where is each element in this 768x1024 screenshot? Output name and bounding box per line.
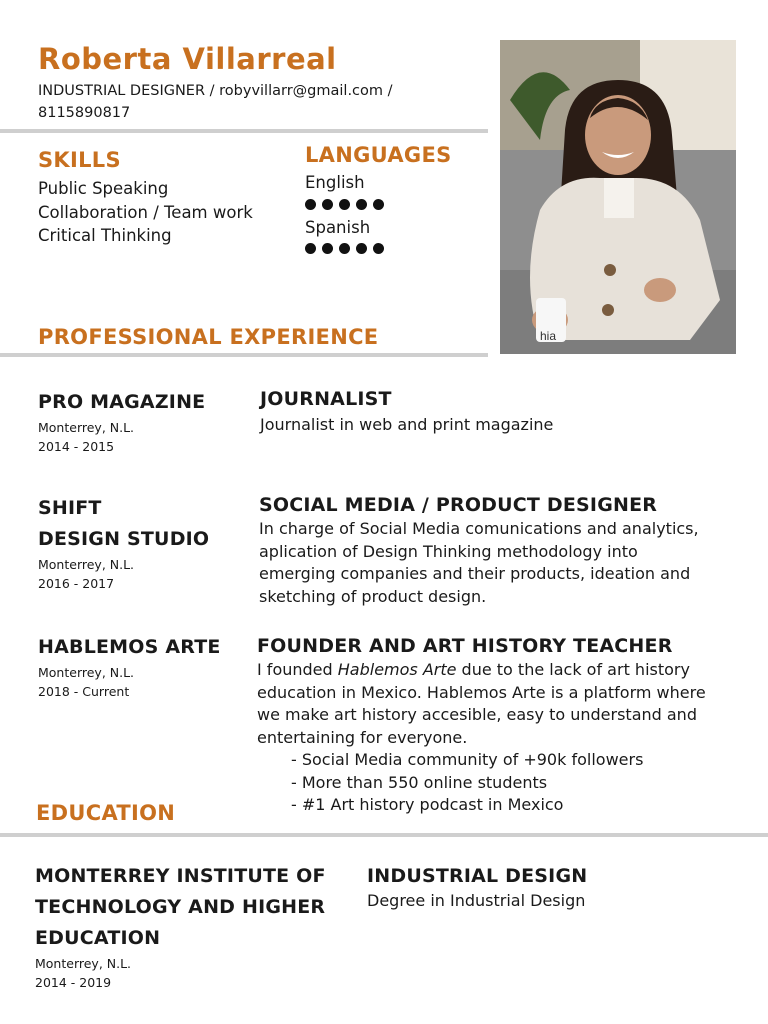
experience-entry-company [38, 387, 205, 456]
level-dot [339, 243, 350, 254]
company-location: Monterrey, N.L. [38, 665, 135, 680]
company-location: Monterrey, N.L. [38, 420, 135, 435]
degree-description: Degree in Industrial Design [367, 891, 586, 910]
description-line [257, 659, 762, 682]
skills-list [38, 177, 253, 248]
school-name-line: EDUCATION [35, 927, 161, 949]
job-description [259, 518, 759, 608]
level-dot [373, 199, 384, 210]
job-description: Journalist in web and print magazine [260, 415, 554, 434]
degree-title: INDUSTRIAL DESIGN [367, 865, 588, 887]
project-name: Hablemos Arte [337, 660, 457, 679]
achievement-item: - #1 Art history podcast in Mexico [291, 795, 564, 814]
skill-item: Critical Thinking [38, 226, 172, 245]
header-divider [0, 129, 488, 133]
achievements-list [257, 749, 762, 817]
description-line: sketching of product design. [259, 586, 487, 606]
achievement-item: - Social Media community of +90k followers [291, 750, 644, 769]
description-line: emerging companies and their products, ideation and [259, 564, 691, 583]
level-dot [322, 199, 333, 210]
experience-entry-role [259, 494, 759, 608]
portrait-illustration [500, 40, 736, 354]
experience-entry-company [38, 493, 209, 593]
job-title: SOCIAL MEDIA / PRODUCT DESIGNER [259, 494, 658, 516]
description-text: I founded [257, 660, 338, 679]
company-name: PRO MAGAZINE [38, 391, 206, 413]
contact-info [38, 80, 458, 124]
skill-item: Collaboration / Team work [38, 202, 253, 222]
skills-heading: SKILLS [38, 148, 121, 172]
job-title: JOURNALIST [260, 388, 392, 410]
description-text: due to the lack of art history [456, 660, 690, 679]
contact-line-1: INDUSTRIAL DESIGNER / robyvillarr@gmail.com / [38, 83, 393, 99]
company-name: HABLEMOS ARTE [38, 636, 221, 658]
job-description [257, 659, 762, 749]
mug-text: hia [540, 329, 557, 343]
description-line: In charge of Social Media comunications and analytics, [259, 519, 699, 538]
education-school [35, 861, 326, 992]
employment-dates: 2016 - 2017 [38, 576, 115, 591]
candidate-name: Roberta Villarreal [38, 42, 337, 76]
languages-list [305, 171, 384, 254]
description-line: entertaining for everyone. [257, 727, 468, 747]
job-title: FOUNDER AND ART HISTORY TEACHER [257, 635, 673, 657]
language-level-english [305, 199, 384, 210]
school-location: Monterrey, N.L. [35, 956, 132, 971]
experience-entry-role [260, 388, 750, 437]
school-name-line: TECHNOLOGY AND HIGHER [35, 896, 326, 918]
level-dot [356, 199, 367, 210]
education-heading: EDUCATION [36, 801, 176, 825]
employment-dates: 2014 - 2015 [38, 439, 115, 454]
skill-item: Public Speaking [38, 179, 169, 198]
school-name-line: MONTERREY INSTITUTE OF [35, 865, 326, 887]
company-name-line: DESIGN STUDIO [38, 528, 210, 550]
level-dot [373, 243, 384, 254]
language-level-spanish [305, 243, 384, 254]
level-dot [339, 199, 350, 210]
achievement-item: - More than 550 online students [291, 772, 548, 792]
level-dot [305, 243, 316, 254]
experience-entry-company [38, 632, 221, 701]
level-dot [322, 243, 333, 254]
experience-divider [0, 353, 488, 357]
contact-line-2: 8115890817 [38, 105, 131, 121]
level-dot [356, 243, 367, 254]
description-line: aplication of Design Thinking methodology into [259, 541, 638, 561]
education-divider [0, 833, 768, 837]
study-dates: 2014 - 2019 [35, 975, 112, 990]
language-name: Spanish [305, 217, 371, 237]
description-line: we make art history accesible, easy to understand and [257, 705, 697, 724]
company-location: Monterrey, N.L. [38, 557, 135, 572]
level-dot [305, 199, 316, 210]
languages-heading: LANGUAGES [305, 143, 452, 167]
profile-photo [500, 40, 736, 354]
education-degree [367, 865, 587, 913]
employment-dates: 2018 - Current [38, 684, 130, 699]
experience-entry-role [257, 635, 762, 817]
description-line: education in Mexico. Hablemos Arte is a platform where [257, 682, 706, 702]
experience-heading: PROFESSIONAL EXPERIENCE [38, 325, 379, 349]
language-name: English [305, 173, 365, 192]
company-name-line: SHIFT [38, 497, 102, 519]
